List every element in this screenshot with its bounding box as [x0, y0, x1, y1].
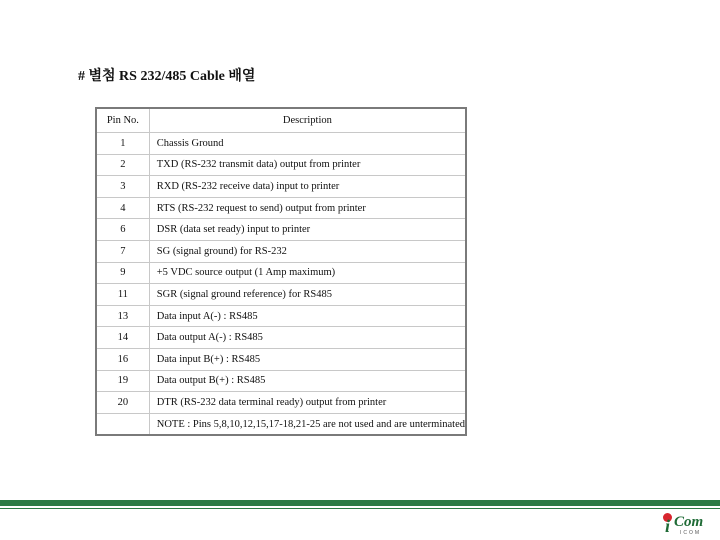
footer-rule: [0, 500, 720, 506]
table-row: [96, 327, 466, 349]
description-cell: +5 VDC source output (1 Amp maximum): [149, 262, 466, 284]
icom-logo: [660, 512, 716, 538]
description-cell: DTR (RS-232 data terminal ready) output from printer: [149, 392, 466, 414]
description-cell: RXD (RS-232 receive data) input to printer: [149, 176, 466, 198]
pin-cell: 11: [96, 284, 149, 306]
pin-cell: 13: [96, 305, 149, 327]
page-title: # 별첨 RS 232/485 Cable 배열: [78, 69, 256, 84]
table-row: [96, 219, 466, 241]
footer-rule-thin: [0, 508, 720, 509]
table-row: [96, 133, 466, 155]
pin-cell: 14: [96, 327, 149, 349]
table-row: [96, 370, 466, 392]
description-cell: SGR (signal ground reference) for RS485: [149, 284, 466, 306]
pin-cell: 1: [96, 133, 149, 155]
logo-subtitle: ICOM: [680, 530, 702, 536]
logo-initial: i: [665, 516, 671, 536]
table-note-row: [96, 413, 466, 435]
description-cell: Chassis Ground: [149, 133, 466, 155]
pin-cell: [96, 413, 149, 435]
table-row: [96, 305, 466, 327]
pin-cell: 7: [96, 240, 149, 262]
description-cell: RTS (RS-232 request to send) output from printer: [149, 197, 466, 219]
pin-cell: 19: [96, 370, 149, 392]
pin-cell: 16: [96, 348, 149, 370]
pin-cell: 20: [96, 392, 149, 414]
table-row: [96, 284, 466, 306]
pin-no-header: Pin No.: [96, 108, 149, 133]
pin-cell: 9: [96, 262, 149, 284]
description-header: Description: [149, 108, 466, 133]
pin-cell: 2: [96, 154, 149, 176]
pin-cell: 3: [96, 176, 149, 198]
pin-cell: 4: [96, 197, 149, 219]
description-cell: DSR (data set ready) input to printer: [149, 219, 466, 241]
table-row: [96, 197, 466, 219]
description-cell: Data output B(+) : RS485: [149, 370, 466, 392]
description-cell: Data input A(-) : RS485: [149, 305, 466, 327]
note-cell: NOTE : Pins 5,8,10,12,15,17-18,21-25 are not used and are unterminated: [149, 413, 466, 435]
table-row: [96, 154, 466, 176]
logo-word: Com: [674, 514, 704, 530]
pin-cell: 6: [96, 219, 149, 241]
table-row: [96, 348, 466, 370]
table-header-row: [96, 108, 466, 133]
description-cell: Data input B(+) : RS485: [149, 348, 466, 370]
description-cell: Data output A(-) : RS485: [149, 327, 466, 349]
description-cell: TXD (RS-232 transmit data) output from printer: [149, 154, 466, 176]
table-row: [96, 262, 466, 284]
pin-table: [95, 107, 467, 436]
table-row: [96, 392, 466, 414]
description-cell: SG (signal ground) for RS-232: [149, 240, 466, 262]
table-row: [96, 176, 466, 198]
table-row: [96, 240, 466, 262]
